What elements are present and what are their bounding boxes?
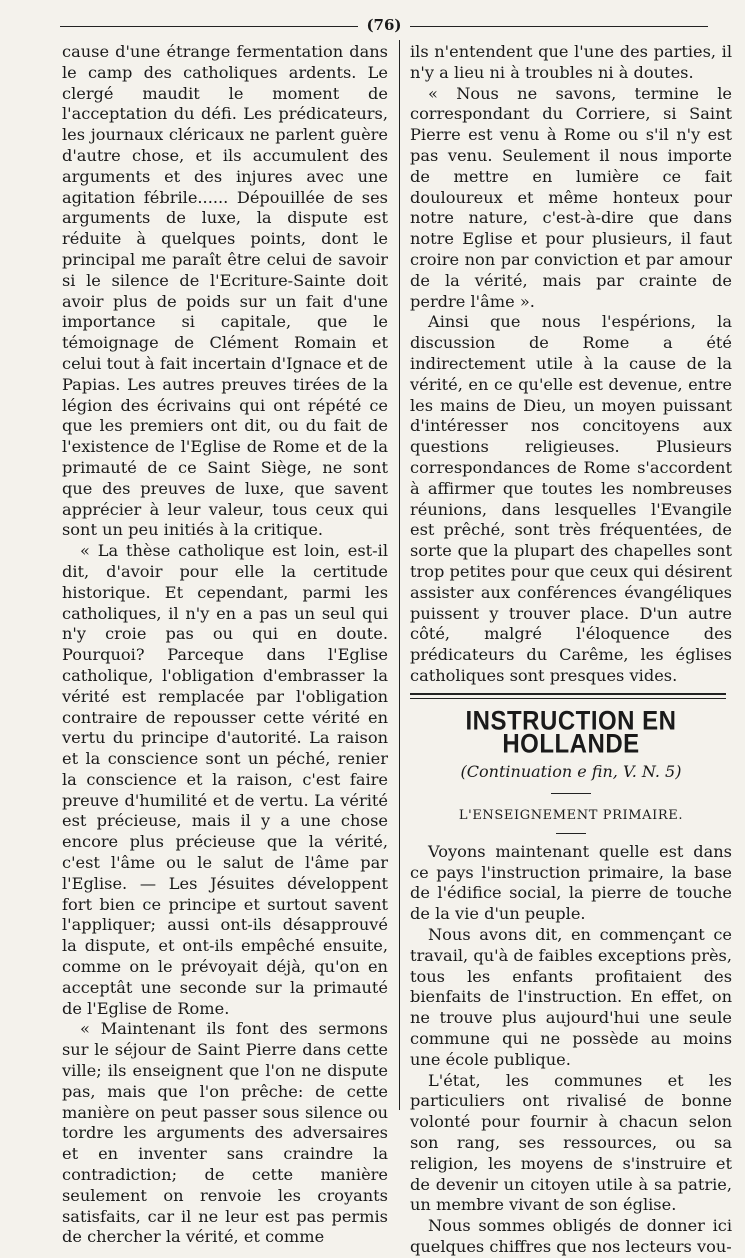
section-separator [410,693,726,699]
right-paragraph-6: L'état, les communes et les particuliers ont rivalisé de bonne volonté pour fournir à chacun selon son rang, ses ressources, ou sa religion, les moyens de s'instruire et de devenir un citoyen utile à sa patrie, un membre vivant de son église. [410,1070,732,1215]
right-paragraph-3: Ainsi que nous l'espérions, la discussion de Rome a été indirectement utile à la cause de la vérité, en ce qu'elle est devenue, entre les mains de Dieu, un moyen puissant d'intéresser nos concitoyens aux questions religieuses. Plusieurs correspondances de Rome s'accordent à affirmer que toutes les nombreuses réunions, dans lesquelles l'Evangile est prêché, sont très fréquentées, de sorte que la plupart des chapelles sont trop petites pour que ceux qui désirent assister aux conférences évangéliques puissent y trouver place. D'un autre côté, malgré l'éloquence des prédicateurs du Carême, les églises catholiques sont presques vides. [410,312,732,685]
left-paragraph-3: « Maintenant ils font des sermons sur le séjour de Saint Pierre dans cette ville; ils enseignent que l'on ne dispute pas, mais que l'on prêche: de cette manière on peut passer sous silence ou tordre les arguments des adversaires et en inventer sans craindre la contradiction; de cette manière seulement on renvoie les croyants satisfaits, car il ne leur est pas permis de chercher la vérité, et comme [62,1019,388,1247]
title-rule [551,793,591,794]
page-number: (76) [358,16,410,34]
right-paragraph-2: « Nous ne savons, termine le correspondant du Corriere, si Saint Pierre est venu à Rome ou s'il n'y est pas venu. Seulement il nous importe de mettre en lumière ce fait douloureux et même honteux pour notre nature, c'est-à-dire que dans notre Eglise et pour plusieurs, il faut croire non par conviction et par amour de la vérité, mais par crainte de perdre l'âme ». [410,83,732,311]
sub-heading: L'ENSEIGNEMENT PRIMAIRE. [458,808,684,824]
section-subtitle: (Continuation e fin, V. N. 5) [460,762,682,782]
right-column [410,42,732,1258]
left-paragraph-1: cause d'une étrange fermentation dans le camp des catholiques ardents. Le clergé maudit le moment de l'acceptation du défi. Les prédicateurs, les journaux cléricaux ne parlent guère d'autre chose, et ils accumulent des arguments et des injures avec une agitation fébrile...... Dépouillée de ses arguments de luxe, la dispute est réduite à quelques points, dont le principal me paraît être celui de savoir si le silence de l'Ecriture-Sainte doit avoir plus de poids sur un fait d'une importance si capitale, que le témoignage de Clément Romain et celui tout à fait incertain d'Ignace et de Papias. Les autres preuves tirées de la légion des écrivains qui ont répété ce que les premiers ont dit, ou du fait de l'existence de l'Eglise de Rome et de la primauté de ce Saint Siège, ne sont que des preuves de luxe, que savent apprécier à leur valeur, tous ceux qui sont un peu initiés à la critique. [62,42,388,540]
left-paragraph-2: « La thèse catholique est loin, est-il dit, d'avoir pour elle la certitude historique. Et cependant, parmi les catholiques, il n'y en a pas un seul qui n'y croie pas ou qui en doute. Pourquoi? Parceque dans l'Eglise catholique, l'obligation d'embrasser la vérité est remplacée par l'obligation contraire de repousser cette vérité en vertu du principe d'autorité. La raison et la conscience sont un péché, renier la conscience et la raison, c'est faire preuve d'humilité et de vertu. La vérité est précieuse, mais il y a une chose encore plus précieuse que la vérité, c'est l'âme ou le salut de l'âme par l'Eglise. — Les Jésuites développent fort bien ce principe et surtout savent l'appliquer; aussi ont-ils désapprouvé la dispute, et ont-ils empêché ensuite, comme on le prévoyait déjà, qu'on en acceptât une seconde sur la primauté de l'Eglise de Rome. [62,541,388,1018]
right-paragraph-5: Nous avons dit, en commençant ce travail, qu'à de faibles exceptions près, tous les enfants profitaient des bienfaits de l'instruction. En effet, on ne trouve plus aujourd'hui une seule commune qui ne possède au moins une école publique. [410,925,733,1069]
subheading-rule [556,833,586,834]
left-column [62,42,388,1248]
right-paragraph-7: Nous sommes obligés de donner ici quelques chiffres que nos lecteurs vou- [410,1216,732,1257]
right-paragraph-1: ils n'entendent que l'une des parties, il n'y a lieu ni à troubles ni à doutes. [410,42,732,82]
section-title: INSTRUCTION EN HOLLANDE [465,706,677,759]
right-paragraph-4: Voyons maintenant quelle est dans ce pays l'instruction primaire, la base de l'édifice social, la pierre de touche de la vie d'un peuple. [410,841,732,924]
column-divider [399,40,400,1110]
page-header [60,14,708,36]
